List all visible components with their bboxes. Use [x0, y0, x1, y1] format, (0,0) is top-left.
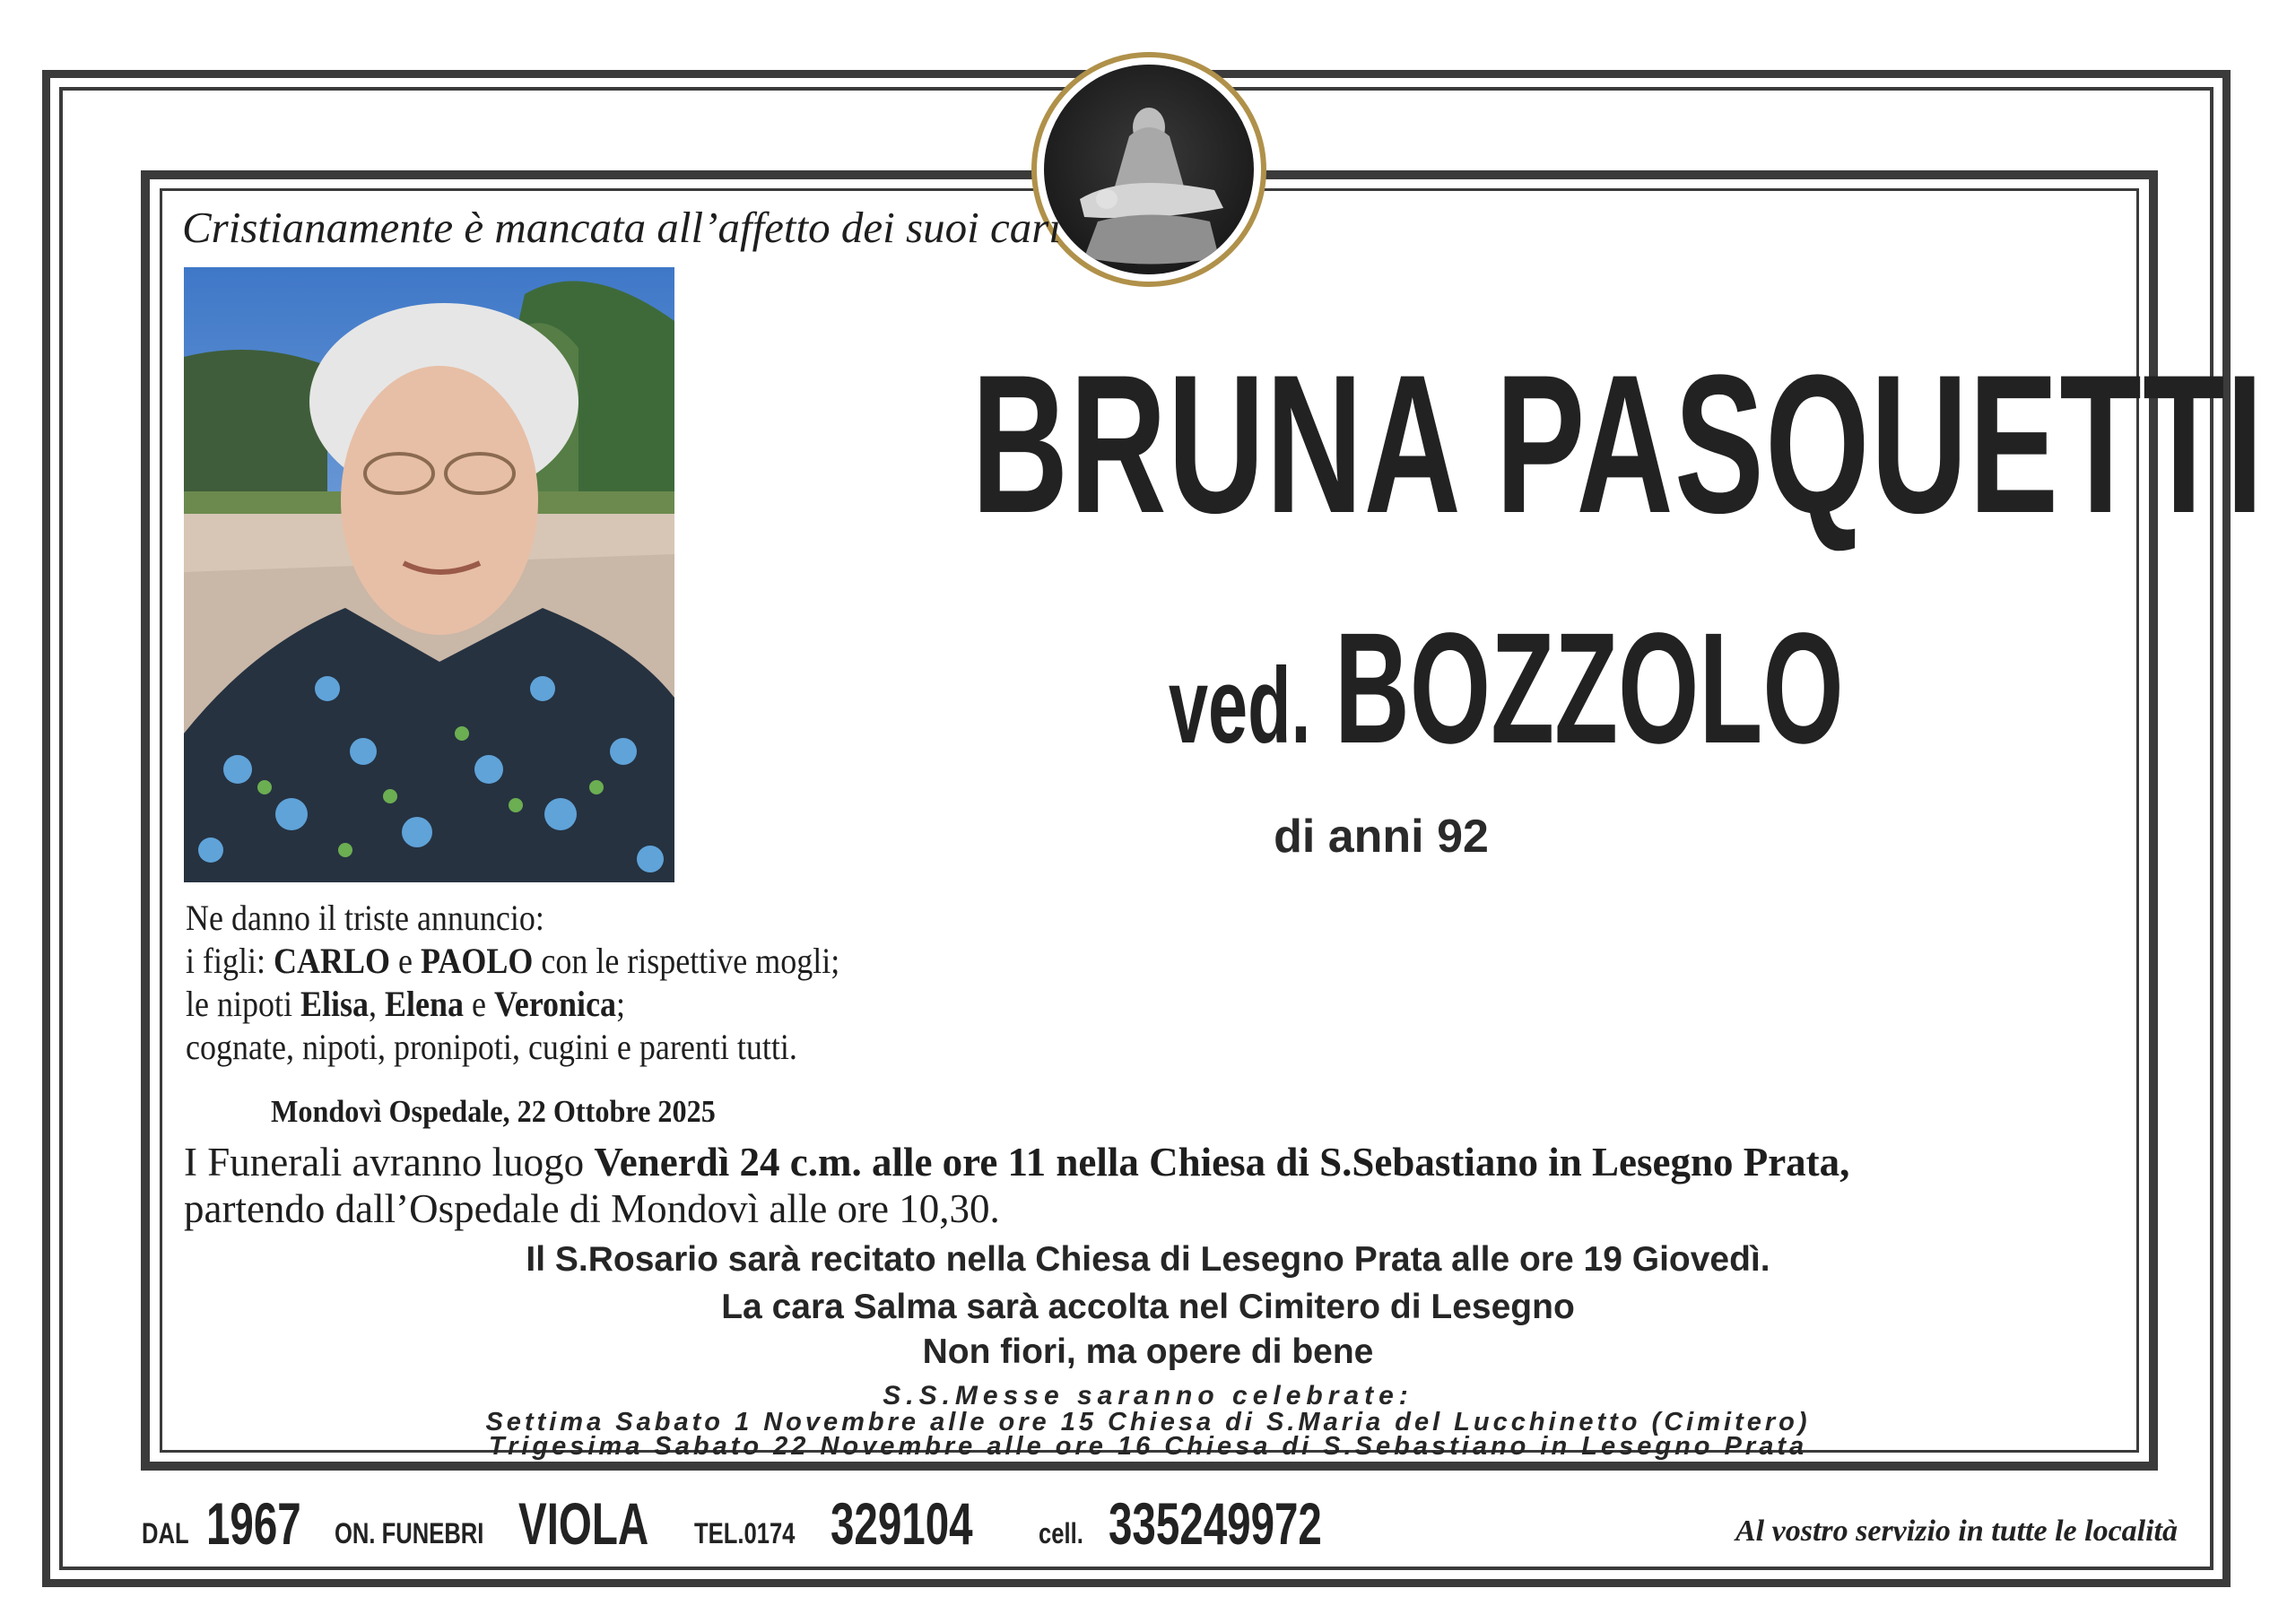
announcement-line-2: [186, 940, 839, 983]
pieta-medallion: [1031, 52, 1266, 287]
intro-text: Cristianamente è mancata all’affetto dei suoi cari: [182, 203, 1061, 252]
masses-title: S.S.Messe saranno celebrate:: [883, 1381, 1413, 1410]
place-date: Mondovì Ospedale, 22 Ottobre 2025: [271, 1094, 716, 1129]
burial-line: La cara Salma sarà accolta nel Cimitero di Lesegno: [721, 1288, 1575, 1326]
pieta-statue-icon: [1044, 65, 1254, 274]
announce-text: i figli:: [186, 941, 274, 981]
footer-onf: ON. FUNEBRI: [335, 1517, 484, 1549]
announce-text: e: [464, 984, 495, 1024]
announce-text: ;: [616, 984, 626, 1024]
age-line: di anni 92: [1274, 811, 1489, 863]
announce-text: le nipoti: [186, 984, 300, 1024]
portrait-image: [184, 267, 674, 882]
rosary-line: Il S.Rosario sarà recitato nella Chiesa di Lesegno Prata alle ore 19 Giovedì.: [526, 1240, 1770, 1279]
footer-cell: 335249972: [1109, 1490, 1322, 1557]
granddaughter-name: Elena: [385, 984, 465, 1024]
son-name: CARLO: [274, 941, 391, 981]
footer-year: 1967: [206, 1490, 301, 1557]
ved-prefix: ved.: [1169, 646, 1311, 766]
announce-text: e: [390, 941, 421, 981]
announce-text: ,: [369, 984, 386, 1024]
footer-tel-label: TEL.0174: [694, 1517, 796, 1549]
masses-settima: Settima Sabato 1 Novembre alle ore 15 Chiesa di S.Maria del Lucchinetto (Cimitero): [485, 1408, 1811, 1436]
funeral-details: Venerdì 24 c.m. alle ore 11 nella Chiesa di S.Sebastiano in Lesegno Prata,: [594, 1140, 1850, 1185]
granddaughter-name: Elisa: [300, 984, 370, 1024]
footer-brand: VIOLA: [518, 1490, 649, 1557]
footer-tagline: Al vostro servizio in tutte le località: [1735, 1515, 2178, 1548]
announcement-line-3: [186, 983, 839, 1026]
masses-trigesima: Trigesima Sabato 22 Novembre alle ore 16 Chiesa di S.Sebastiano in Lesegno Prata: [488, 1432, 1808, 1461]
funeral-line-2: partendo dall’Ospedale di Mondovì alle ore 10,30.: [184, 1186, 1000, 1231]
funeral-line-1: [184, 1139, 1849, 1185]
married-surname: BOZZOLO: [1334, 601, 1844, 777]
announcement-line-1: Ne danno il triste annuncio:: [186, 898, 544, 938]
funeral-text: I Funerali avranno luogo: [184, 1140, 595, 1185]
granddaughter-name: Veronica: [494, 984, 617, 1024]
widow-line: [1169, 601, 1844, 777]
announce-text: con le rispettive mogli;: [533, 941, 840, 981]
footer-dal: DAL: [142, 1517, 189, 1549]
deceased-name: BRUNA PASQUETTI: [971, 334, 2265, 554]
pieta-image: [1044, 65, 1254, 274]
deceased-photo: [184, 267, 674, 882]
footer-tel: 329104: [831, 1490, 973, 1557]
footer-cell-label: cell.: [1039, 1517, 1083, 1549]
son-name: PAOLO: [420, 941, 534, 981]
announcement-block: [186, 897, 839, 1069]
funeral-home-footer: [142, 1490, 2178, 1565]
announcement-line-4: cognate, nipoti, pronipoti, cugini e parenti tutti.: [186, 1027, 797, 1067]
no-flowers-line: Non fiori, ma opere di bene: [922, 1332, 1374, 1371]
